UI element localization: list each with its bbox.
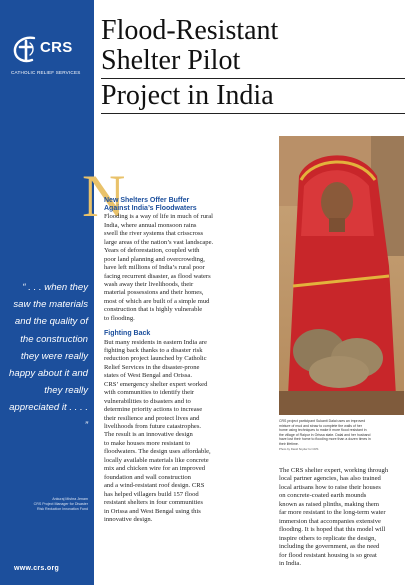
text-line: has helped villagers build 157 flood <box>104 490 199 498</box>
heading-line: Against India’s Floodwaters <box>104 205 197 213</box>
text-line: facing recurrent disaster, as flood waters <box>104 272 211 280</box>
crs-logo[interactable] <box>10 26 90 76</box>
text-line: states of West Bengal and Orissa. <box>104 372 192 380</box>
text-line: floodwaters. The design uses affordable, <box>104 448 211 456</box>
quote-credit-line: CRS Project Manager for Disaster <box>33 502 88 506</box>
paragraph <box>104 213 276 323</box>
article-column-right <box>279 467 405 568</box>
pull-quote: “ . . . when they saw the materials and the quality of the construction they were really happy about it and they really appreciated it . . . . ” <box>9 282 88 431</box>
text-line: The result is an innovative design <box>104 431 193 439</box>
text-line: have left millions of India’s rural poor <box>104 264 205 272</box>
text-line: Flooding is a way of life in much of rural <box>104 213 213 221</box>
text-line: material possessions and their homes, <box>104 289 204 297</box>
photo-caption <box>279 419 405 451</box>
text-line: in Orissa and West Bengal using this <box>104 507 201 515</box>
text-line: poor land planning and overcrowding, <box>104 255 205 263</box>
section-heading: Fighting Back <box>104 330 151 338</box>
text-line: The CRS shelter expert, working through <box>279 467 389 474</box>
title-line: Flood-Resistant <box>101 15 279 46</box>
text-line: But many residents in eastern India are <box>104 338 207 346</box>
title-line: Shelter Pilot <box>101 44 241 76</box>
text-line: wash away their livelihoods, their <box>104 281 194 289</box>
text-line: foundation and wall construction <box>104 473 191 481</box>
text-line: construction that is highly vulnerable <box>104 306 203 314</box>
title-divider <box>101 113 405 114</box>
text-line: swell the river systems that crisscross <box>104 230 204 238</box>
project-photo <box>279 136 404 415</box>
text-line: locally available materials like concrete <box>104 456 209 464</box>
text-line: including the government, as the need <box>279 543 380 551</box>
text-line: to flooding. <box>104 314 135 322</box>
text-line: the village of Raipur in Orissa state. Dalai and her husband <box>279 432 371 437</box>
text-line: resistant shelters in four communities <box>104 499 203 507</box>
text-line: home using techniques to make it more flood resistant in <box>279 428 367 433</box>
title-line: Project in India <box>101 80 274 111</box>
text-line: fighting back thanks to a disaster risk <box>104 346 203 354</box>
paragraph <box>104 339 276 525</box>
text-line: in India. <box>279 559 301 567</box>
text-line: CRS project participant Sukanti Dalai uses an improved <box>279 419 366 423</box>
text-line: livelihoods from future catastrophes. <box>104 423 202 431</box>
article-column-left <box>104 197 276 524</box>
text-line: vulnerabilities to disasters and to <box>104 397 191 405</box>
title-divider <box>101 78 405 79</box>
text-line: most of which are built of a simple mud <box>104 297 210 305</box>
text-line: their resilience and protect lives and <box>104 414 200 422</box>
text-line: reduction project launched by Catholic <box>104 355 207 363</box>
page-title <box>101 16 406 111</box>
heading-line: New Shelters Offer Buffer <box>104 197 190 204</box>
text-line: known as raised plinths, making them <box>279 500 379 508</box>
text-line: Relief Services in the disaster-prone <box>104 363 200 371</box>
logo-subtitle: CATHOLIC RELIEF SERVICES <box>11 70 81 75</box>
text-line: on concrete-coated earth mounds <box>279 492 367 500</box>
website-link[interactable]: www.crs.org <box>14 565 60 572</box>
text-line: India, where annual monsoon rains <box>104 221 197 229</box>
quote-credit-line: Ankuraj Mishra Jenam <box>52 497 88 501</box>
text-line: local artisans how to raise their houses <box>279 483 381 491</box>
text-line: large areas of the nation’s vast landscape. <box>104 238 214 246</box>
text-line: determine priority actions to increase <box>104 406 203 414</box>
text-line: their lifetime. <box>279 441 299 446</box>
text-line: mixture of mud and straw to complete the walls of her <box>279 423 362 428</box>
crs-cross-icon <box>12 34 40 64</box>
text-line: to make houses more resistant to <box>104 439 191 447</box>
text-line: CRS’ emergency shelter expert worked <box>104 380 208 388</box>
text-line: immersion that accompanies extensive <box>279 517 381 525</box>
text-line: for flood resistant housing is so great <box>279 551 377 559</box>
photo-credit: Photo by David Snyder for CRS <box>279 446 319 451</box>
text-line: Years of deforestation, coupled with <box>104 247 200 255</box>
text-line: with communities to identify their <box>104 389 195 397</box>
text-line: inspire others to replicate the design, <box>279 534 377 542</box>
text-line: innovative design. <box>104 516 153 524</box>
caption-text <box>279 419 405 447</box>
section-heading <box>104 197 276 213</box>
quote-credit-line: Risk Reduction Innovation Fund <box>37 507 88 511</box>
text-line: local partner agencies, has also trained <box>279 475 381 483</box>
text-line: mix and chicken wire for an improved <box>104 465 206 473</box>
sidebar <box>0 0 94 585</box>
text-line: and a wind-resistant roof design. CRS <box>104 482 205 490</box>
quote-credit <box>4 497 88 512</box>
paragraph <box>279 467 405 568</box>
text-line: have lost their home to flooding more than a dozen times in <box>279 437 371 442</box>
logo-text: CRS <box>40 39 73 56</box>
drop-cap: N <box>82 163 126 229</box>
woman-with-mud-illustration <box>279 136 404 415</box>
text-line: far more resistant to the long-term water <box>279 509 386 517</box>
text-line: flooding. It is hoped that this model will <box>279 526 386 534</box>
